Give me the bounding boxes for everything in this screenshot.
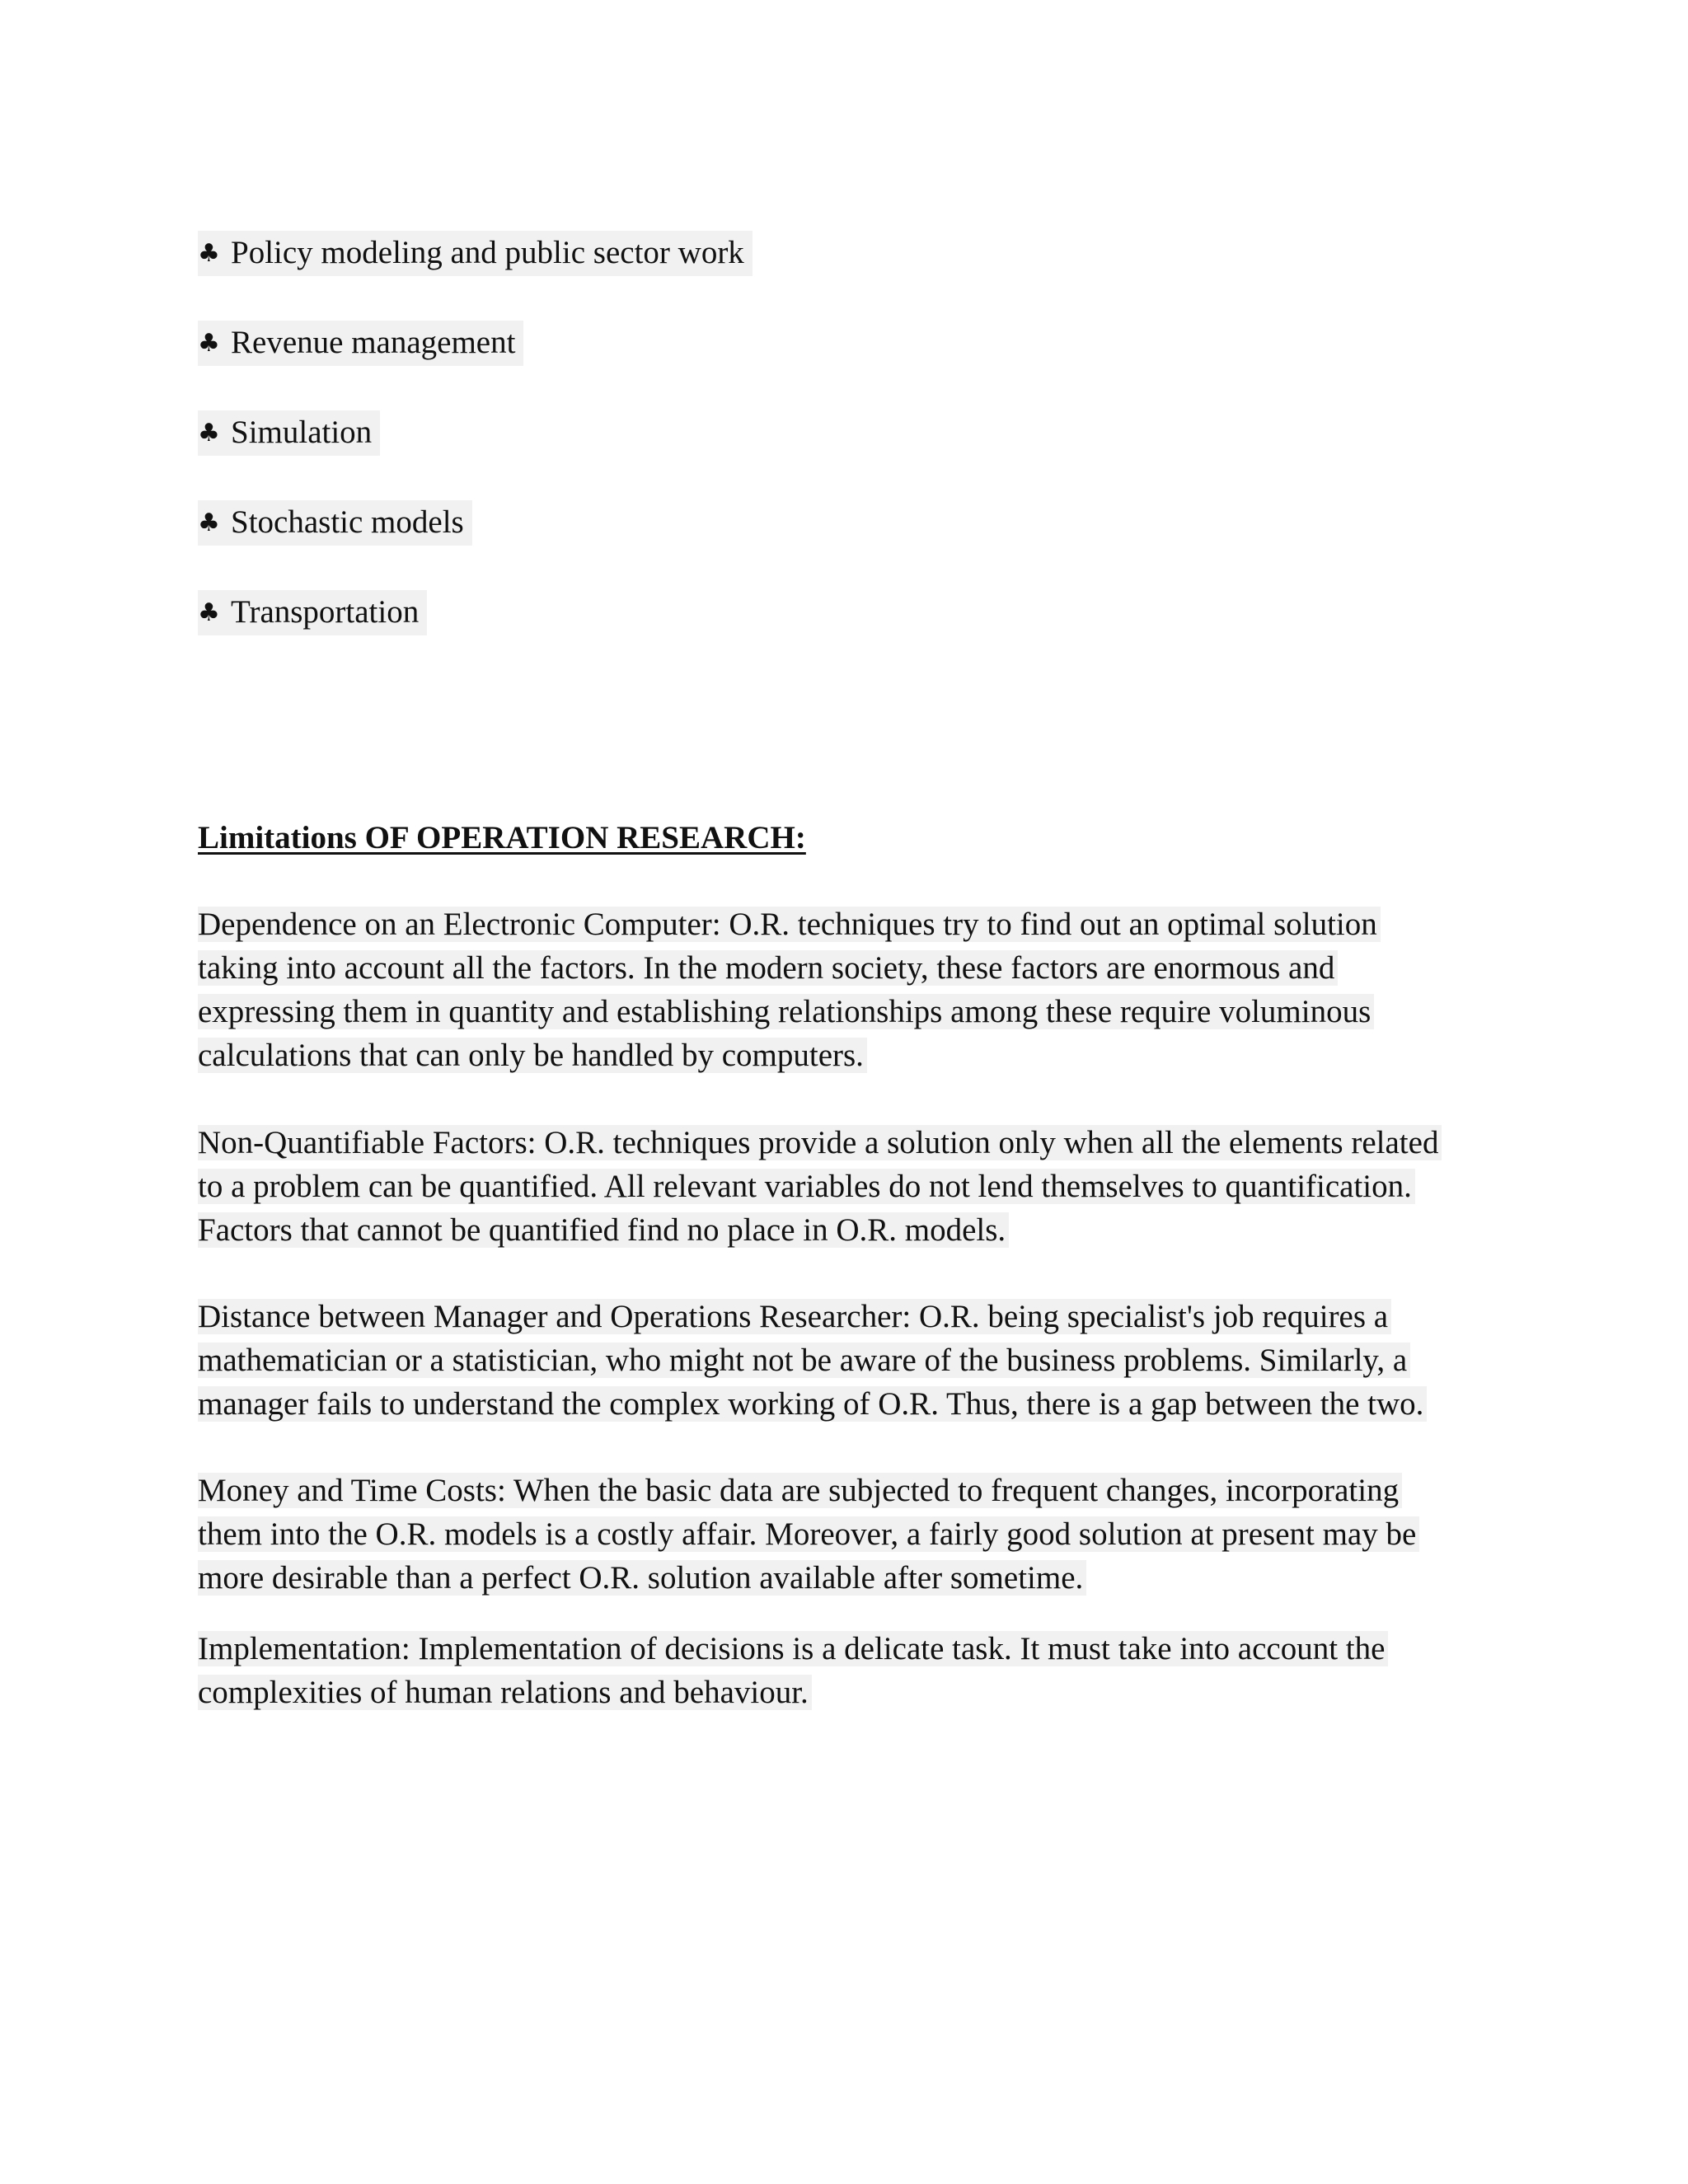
club-bullet-icon: ♣ xyxy=(198,239,220,268)
paragraph-line: complexities of human relations and behaviour. xyxy=(198,1675,812,1710)
paragraph-line: Implementation: Implementation of decisions is a delicate task. It must take into account the xyxy=(198,1631,1388,1666)
bullet-list xyxy=(198,231,1484,635)
paragraph-line: calculations that can only be handled by computers. xyxy=(198,1038,867,1073)
list-item-text: Policy modeling and public sector work xyxy=(231,235,744,270)
paragraph-line: Distance between Manager and Operations Researcher: O.R. being specialist's job requires a xyxy=(198,1299,1391,1334)
list-item-text: Stochastic models xyxy=(231,504,464,540)
list-item xyxy=(198,500,1484,545)
paragraph-line: more desirable than a perfect O.R. solution available after sometime. xyxy=(198,1560,1086,1596)
list-item xyxy=(198,231,1484,275)
paragraph-line: Factors that cannot be quantified find no place in O.R. models. xyxy=(198,1212,1009,1248)
paragraph-implementation xyxy=(198,1627,1500,1714)
section-heading: Limitations OF OPERATION RESEARCH: xyxy=(198,820,806,855)
paragraph-line: mathematician or a statistician, who might not be aware of the business problems. Similarly, a xyxy=(198,1343,1410,1378)
paragraph-line: to a problem can be quantified. All relevant variables do not lend themselves to quantification. xyxy=(198,1169,1415,1204)
paragraph-line: expressing them in quantity and establishing relationships among these require voluminous xyxy=(198,994,1374,1029)
club-bullet-icon: ♣ xyxy=(198,419,220,448)
list-item-text: Simulation xyxy=(231,415,373,450)
club-bullet-icon: ♣ xyxy=(198,329,220,358)
paragraph-computer-dependence xyxy=(198,902,1500,1077)
paragraph-money-time-costs xyxy=(198,1469,1500,1600)
paragraph-line: taking into account all the factors. In the modern society, these factors are enormous and xyxy=(198,950,1338,986)
list-item-text: Revenue management xyxy=(231,325,516,360)
paragraph-manager-distance xyxy=(198,1295,1500,1426)
paragraph-line: Dependence on an Electronic Computer: O.R. techniques try to find out an optimal solution xyxy=(198,907,1381,942)
list-item-text: Transportation xyxy=(231,594,420,630)
paragraph-line: manager fails to understand the complex working of O.R. Thus, there is a gap between the two. xyxy=(198,1386,1427,1422)
list-item xyxy=(198,321,1484,365)
list-item xyxy=(198,590,1484,635)
club-bullet-icon: ♣ xyxy=(198,509,220,537)
paragraph-line: them into the O.R. models is a costly affair. Moreover, a fairly good solution at present may be xyxy=(198,1516,1419,1552)
list-item xyxy=(198,410,1484,455)
paragraph-line: Money and Time Costs: When the basic data are subjected to frequent changes, incorporating xyxy=(198,1473,1402,1508)
paragraph-line: Non-Quantifiable Factors: O.R. techniques provide a solution only when all the elements related xyxy=(198,1125,1442,1160)
paragraph-non-quantifiable-factors xyxy=(198,1121,1500,1252)
club-bullet-icon: ♣ xyxy=(198,598,220,627)
